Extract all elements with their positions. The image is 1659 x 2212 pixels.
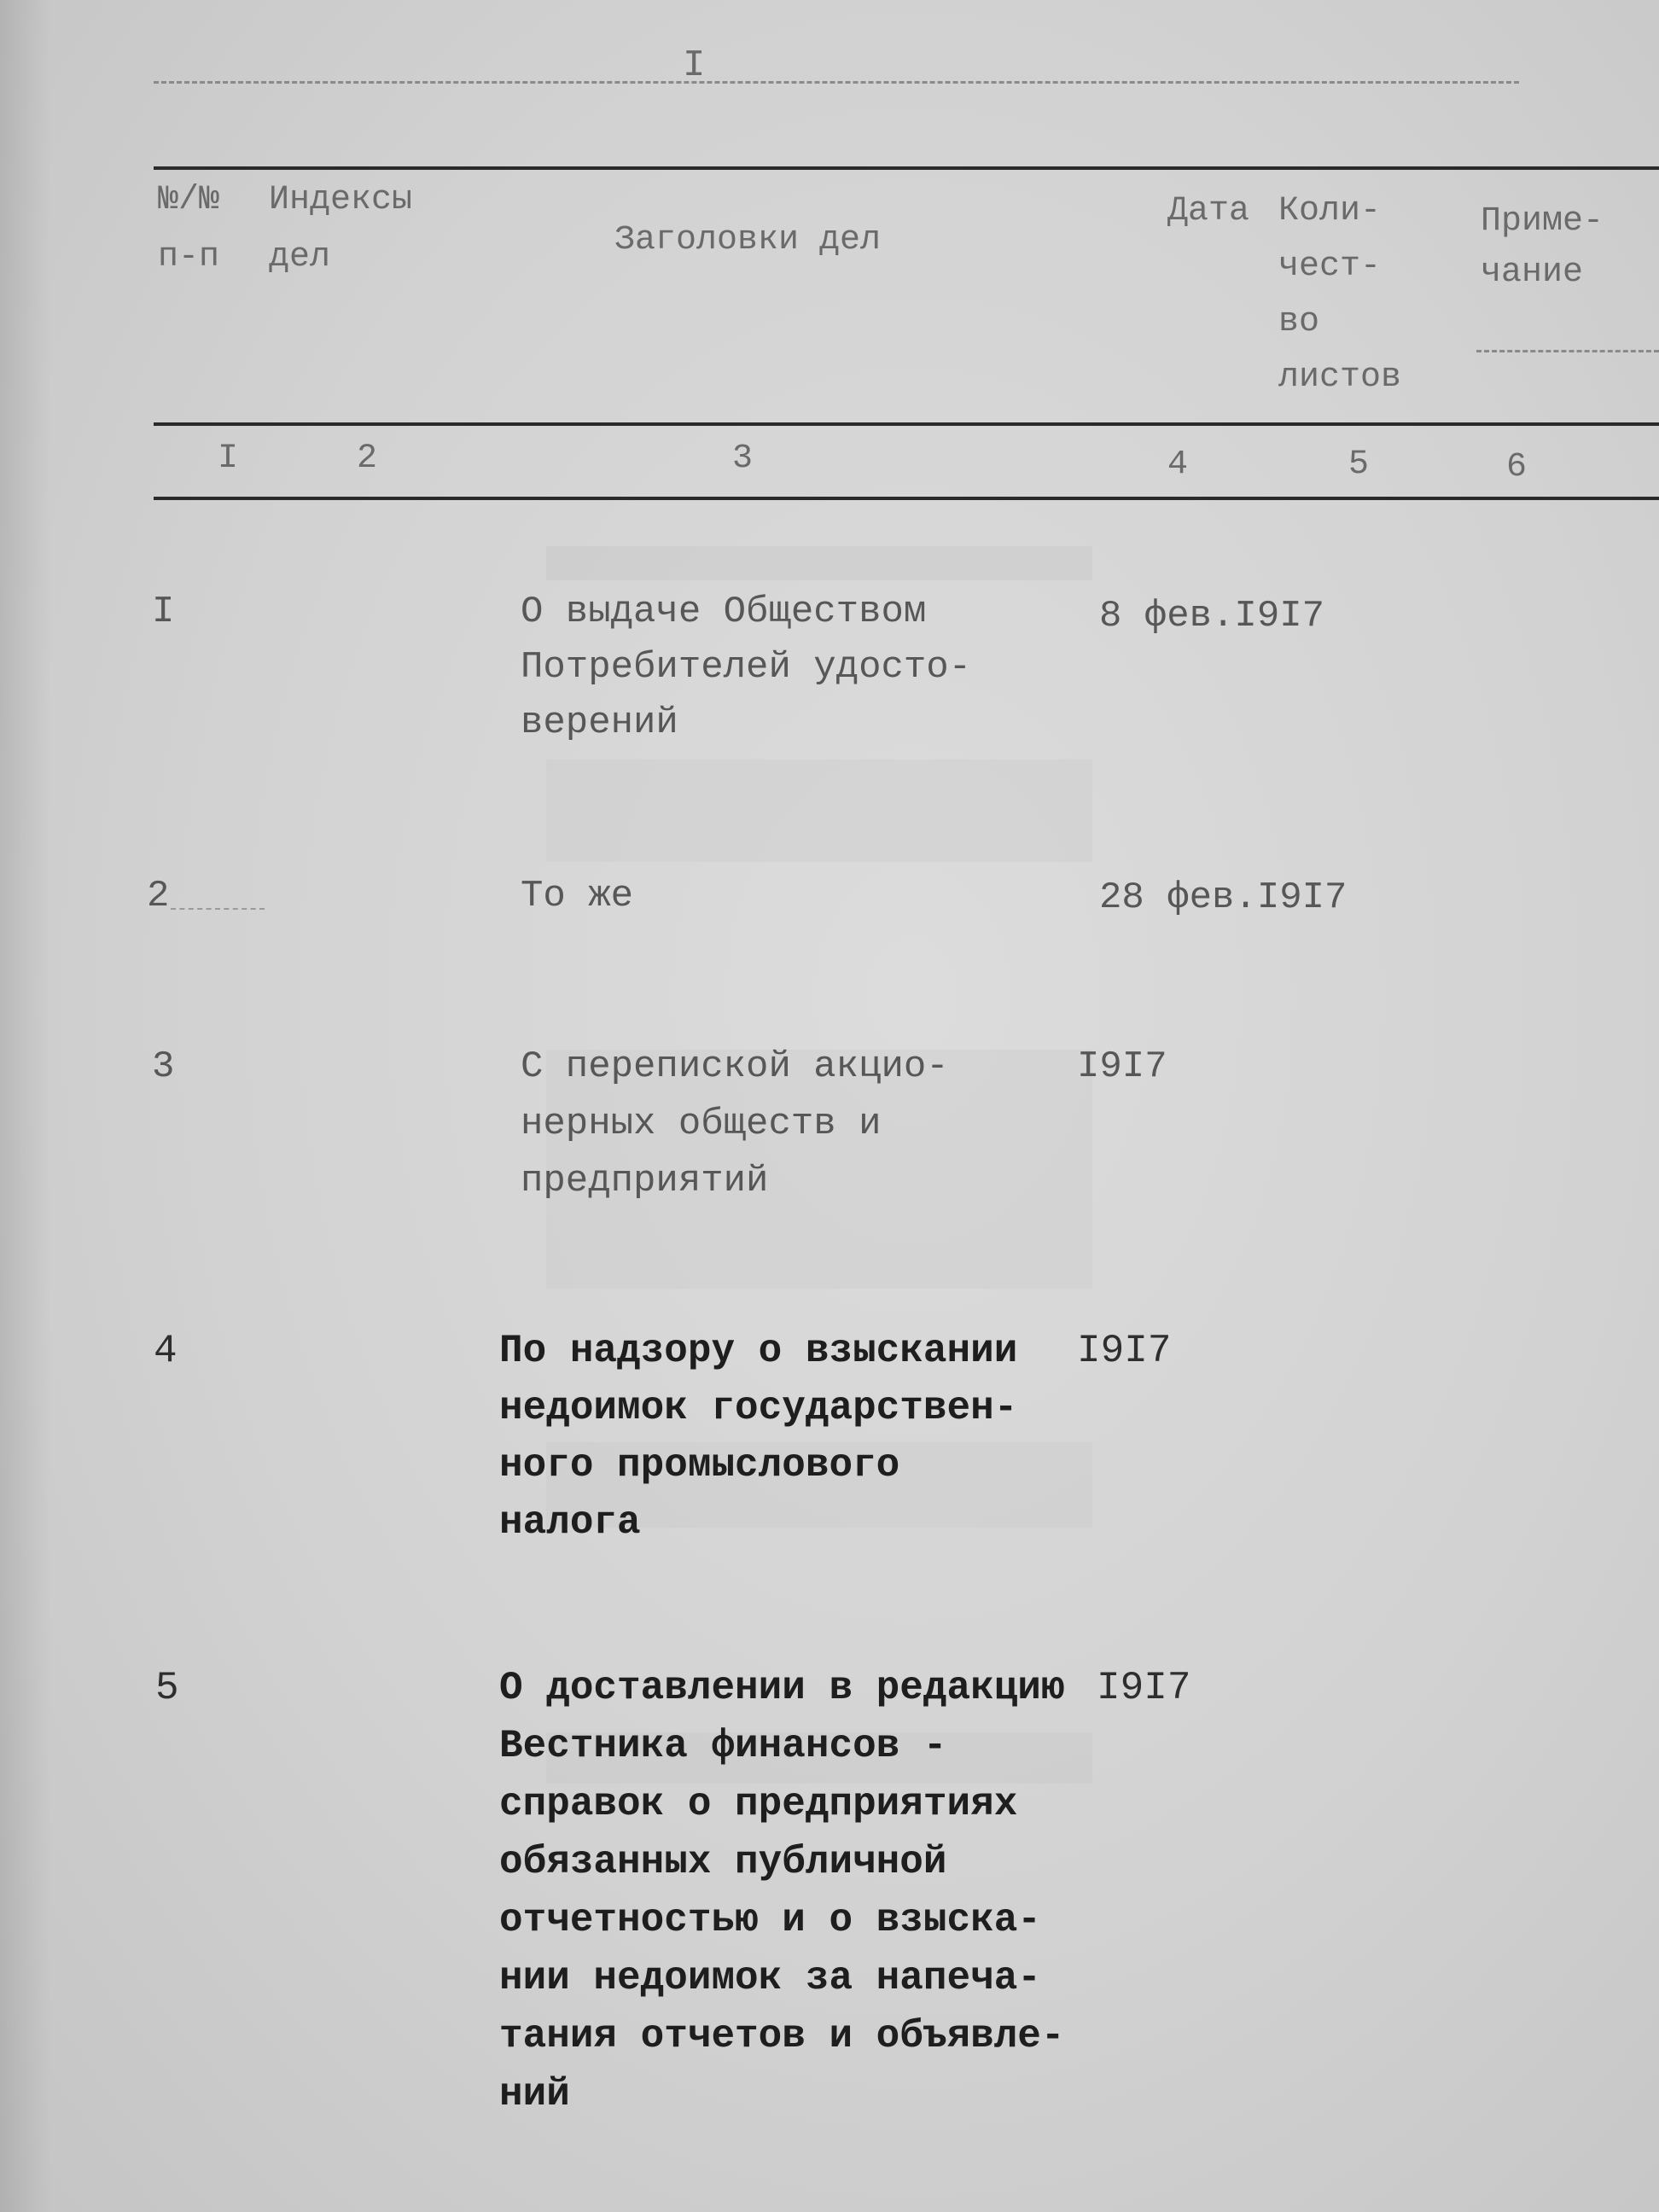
colnum-3: 3 xyxy=(732,439,754,478)
colnum-2: 2 xyxy=(357,439,378,478)
header-col2-line2: дел xyxy=(269,238,331,276)
header-col5-line3: во xyxy=(1278,303,1320,341)
row-1-number: I xyxy=(152,591,175,633)
header-col6-line1: Приме- xyxy=(1481,202,1604,241)
row-1-title-line2: Потребителей удосто- xyxy=(521,646,972,689)
row-5-title-line1: О доставлении в редакцию xyxy=(499,1666,1065,1710)
page-number: I xyxy=(683,44,706,87)
row-5-title-line3: справок о предприятиях xyxy=(499,1782,1018,1826)
header-col2-line1: Индексы xyxy=(269,181,413,219)
row-3-title-line2: нерных обществ и xyxy=(521,1103,882,1145)
row-2-underline-mark xyxy=(171,908,265,910)
row-3-title-line3: предприятий xyxy=(521,1160,769,1202)
row-5-title-line5: отчетностью и о взыска- xyxy=(499,1898,1041,1942)
row-2-date: 28 фев.I9I7 xyxy=(1099,876,1348,919)
header-col5-line4: листов xyxy=(1278,358,1402,397)
row-5-title-line4: обязанных публичной xyxy=(499,1840,947,1884)
colnum-5: 5 xyxy=(1348,445,1370,484)
row-1-title-line3: верений xyxy=(521,701,678,744)
header-mid-rule xyxy=(154,422,1659,426)
row-5-title-line7: тания отчетов и объявле- xyxy=(499,2014,1065,2058)
row-5-title-line2: Вестника финансов - xyxy=(499,1724,947,1768)
row-5-date: I9I7 xyxy=(1097,1666,1191,1710)
row-2-title-line1: То же xyxy=(521,875,634,917)
header-col4: Дата xyxy=(1167,192,1250,230)
top-dashed-rule xyxy=(154,81,1519,84)
header-col5-line2: чест- xyxy=(1278,247,1382,286)
bleed-through-smudge xyxy=(546,546,1092,580)
row-1-title-line1: О выдаче Обществом xyxy=(521,591,927,633)
row-4-title-line1: По надзору о взыскании xyxy=(499,1329,1018,1373)
header-bottom-rule xyxy=(154,497,1659,500)
row-4-title-line4: налога xyxy=(499,1500,641,1545)
row-1-date: 8 фев.I9I7 xyxy=(1099,595,1325,637)
row-4-number: 4 xyxy=(154,1329,178,1373)
bleed-through-smudge xyxy=(546,760,1092,862)
header-col5-line1: Коли- xyxy=(1278,192,1382,230)
page-edge-shadow xyxy=(0,0,51,2212)
colnum-6: 6 xyxy=(1506,448,1528,486)
row-3-title-line1: С перепиской акцио- xyxy=(521,1045,949,1088)
row-5-title-line8: ний xyxy=(499,2072,570,2116)
header-top-rule xyxy=(154,166,1659,170)
header-col6-line2: чание xyxy=(1481,253,1584,292)
row-3-date: I9I7 xyxy=(1077,1045,1167,1088)
row-4-title-line2: недоимок государствен- xyxy=(499,1386,1018,1430)
header-col1-line1: №/№ xyxy=(158,181,220,219)
row-3-number: 3 xyxy=(152,1045,175,1088)
colnum-1: I xyxy=(218,439,239,478)
header-col1-line2: п-п xyxy=(158,238,220,276)
row-4-date: I9I7 xyxy=(1077,1329,1172,1373)
row-2-number: 2 xyxy=(147,875,170,917)
header-col6-dashed xyxy=(1476,350,1659,352)
header-col3: Заголовки дел xyxy=(614,221,882,259)
row-5-number: 5 xyxy=(155,1666,179,1710)
row-5-title-line6: нии недоимок за напеча- xyxy=(499,1956,1041,2000)
colnum-4: 4 xyxy=(1167,445,1189,484)
row-4-title-line3: ного промыслового xyxy=(499,1443,900,1487)
